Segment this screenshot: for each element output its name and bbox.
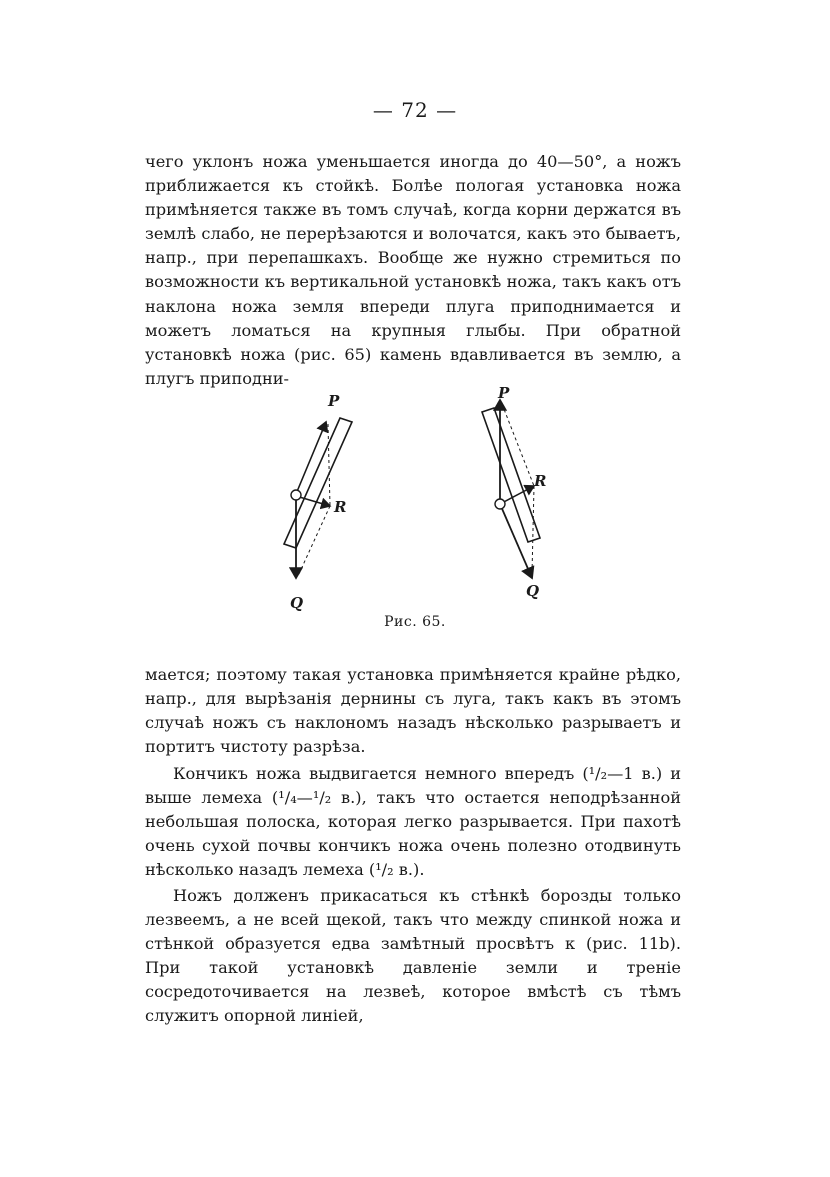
left-label-p: P (328, 392, 340, 410)
paragraph-4: Ножъ долженъ прикасаться къ стѣнкѣ борозды только лезвеемъ, а не всей щекой, такъ что между спинкой ножа и стѣнкой образуется едва замѣтный просвѣтъ к (рис. 11b). При такой установкѣ давленіе земли и треніе сосредоточивается на лезвеѣ, которое вмѣстѣ съ тѣмъ служитъ опорной линіей, (145, 886, 681, 1026)
right-label-r: R (534, 472, 547, 490)
right-dashed-line-2 (532, 486, 534, 574)
left-pivot (291, 490, 301, 500)
left-dashed-line-2 (298, 506, 330, 576)
left-dashed-line-1 (328, 424, 330, 506)
left-label-q: Q (290, 594, 304, 612)
paragraph-3: Кончикъ ножа выдвигается немного впередъ (¹/₂—1 в.) и выше лемеха (¹/₄—¹/₂ в.), такъ что остается неподрѣзанной небольшая полоска, которая легко разрывается. При пахотѣ очень сухой почвы кончикъ ножа очень полезно отодвинуть нѣсколько назадъ лемеха (¹/₂ в.). (145, 764, 681, 880)
right-pivot (495, 499, 505, 509)
left-knife-diagram (284, 392, 352, 612)
figure-caption: Рис. 65. (384, 614, 446, 630)
right-force-r-arrow (500, 486, 534, 504)
left-knife-blade (284, 418, 352, 548)
paragraph-2: мается; поэтому такая установка примѣняется крайне рѣдко, напр., для вырѣзанія дернины съ луга, такъ какъ въ этомъ случаѣ ножъ съ наклономъ назадъ нѣсколько разрываетъ и портитъ чистоту разрѣза. (145, 665, 681, 757)
paragraph-1: чего уклонъ ножа уменьшается иногда до 40—50°, а ножъ приближается къ стойкѣ. Болѣе пологая установка ножа примѣняется также въ томъ случаѣ, когда корни держатся въ землѣ слабо, не перерѣзаются и волочатся, какъ это бываетъ, напр., при перепашкахъ. Вообще же нужно стремиться по возможности къ вертикальной установкѣ ножа, такъ какъ отъ наклона ножа земля впереди плуга приподнимается и можетъ ломаться на крупныя глыбы. При обратной установкѣ ножа (рис. 65) камень вдавливается въ землю, а плугъ приподни- (145, 152, 681, 388)
page-number: — 72 — (372, 98, 458, 122)
right-label-p: P (498, 384, 510, 402)
left-label-r: R (334, 498, 347, 516)
right-knife-diagram (482, 384, 546, 600)
figure-65 (250, 382, 590, 612)
right-label-q: Q (526, 582, 540, 600)
